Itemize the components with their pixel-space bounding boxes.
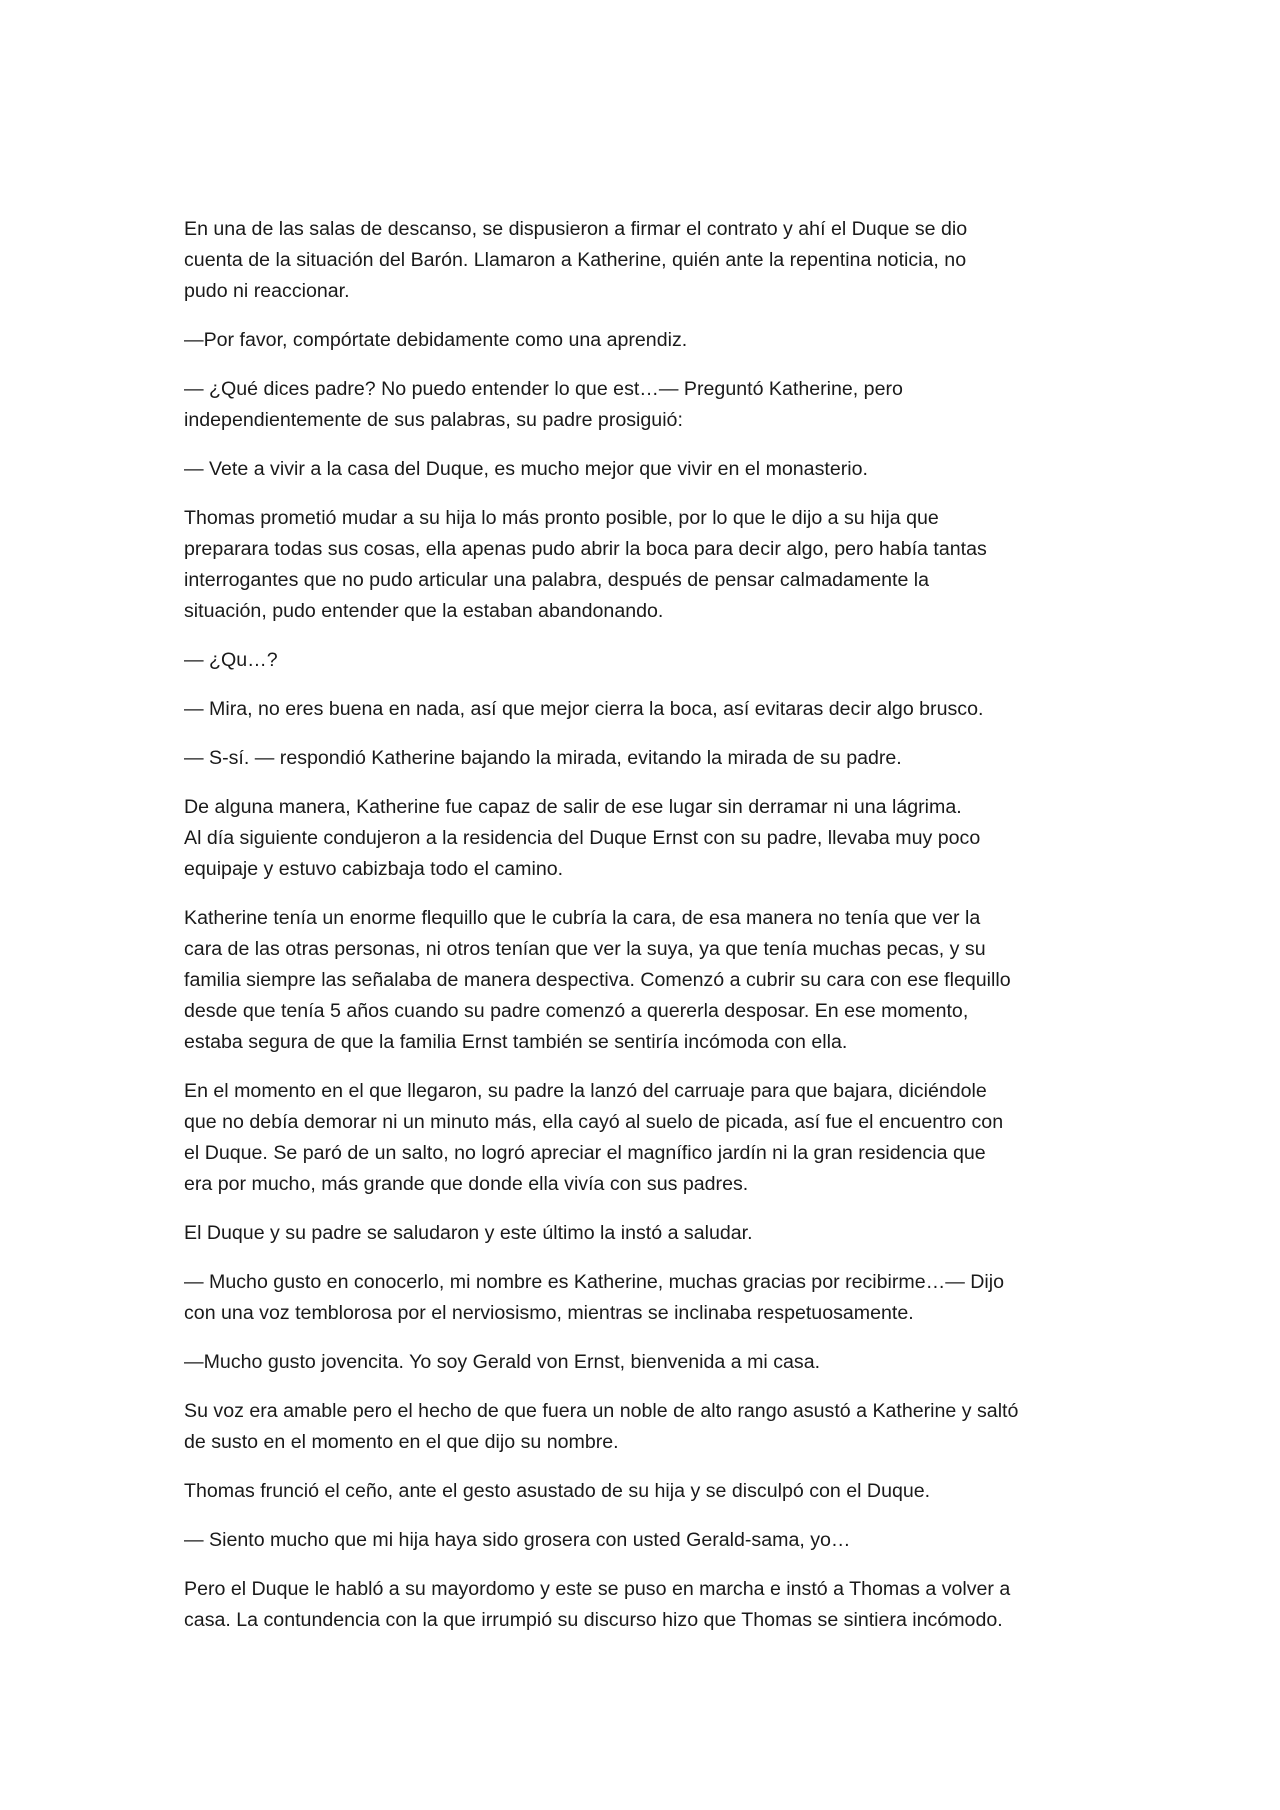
text-line: En una de las salas de descanso, se dispusieron a firmar el contrato y ahí el Duque se dio — [184, 218, 968, 240]
paragraph — [184, 503, 1104, 627]
text-line: — S-sí. — respondió Katherine bajando la mirada, evitando la mirada de su padre. — [184, 747, 902, 769]
text-line: interrogantes que no pudo articular una palabra, después de pensar calmadamente la — [184, 569, 930, 591]
document-page — [184, 214, 1104, 1654]
text-line: de susto en el momento en el que dijo su nombre. — [184, 1431, 619, 1453]
text-line: Su voz era amable pero el hecho de que fuera un noble de alto rango asustó a Katherine y saltó — [184, 1400, 1019, 1422]
paragraph — [184, 1396, 1104, 1458]
text-line: — Siento mucho que mi hija haya sido grosera con usted Gerald-sama, yo… — [184, 1529, 851, 1551]
text-line: independientemente de sus palabras, su padre prosiguió: — [184, 409, 683, 431]
paragraph — [184, 694, 1104, 725]
paragraph — [184, 645, 1104, 676]
text-line: El Duque y su padre se saludaron y este último la instó a saludar. — [184, 1222, 753, 1244]
text-line: — ¿Qué dices padre? No puedo entender lo que est…— Preguntó Katherine, pero — [184, 378, 903, 400]
text-line: situación, pudo entender que la estaban abandonando. — [184, 600, 664, 622]
text-line: —Mucho gusto jovencita. Yo soy Gerald von Ernst, bienvenida a mi casa. — [184, 1351, 821, 1373]
text-line: — Mira, no eres buena en nada, así que mejor cierra la boca, así evitaras decir algo brusco. — [184, 698, 984, 720]
text-line: equipaje y estuvo cabizbaja todo el camino. — [184, 858, 564, 880]
text-line: casa. La contundencia con la que irrumpió su discurso hizo que Thomas se sintiera incómodo. — [184, 1609, 1003, 1631]
text-line: De alguna manera, Katherine fue capaz de salir de ese lugar sin derramar ni una lágrima. — [184, 796, 962, 818]
text-line: Al día siguiente condujeron a la residencia del Duque Ernst con su padre, llevaba muy poco — [184, 827, 981, 849]
text-line: familia siempre las señalaba de manera despectiva. Comenzó a cubrir su cara con ese flequillo — [184, 969, 1011, 991]
paragraph — [184, 1347, 1104, 1378]
paragraph — [184, 1574, 1104, 1636]
paragraph — [184, 454, 1104, 485]
text-line: Katherine tenía un enorme flequillo que le cubría la cara, de esa manera no tenía que ver la — [184, 907, 981, 929]
paragraph — [184, 792, 1104, 885]
paragraph — [184, 1267, 1104, 1329]
text-line: estaba segura de que la familia Ernst también se sentiría incómoda con ella. — [184, 1031, 848, 1053]
paragraph — [184, 1476, 1104, 1507]
text-line: era por mucho, más grande que donde ella vivía con sus padres. — [184, 1173, 749, 1195]
text-line: — ¿Qu…? — [184, 649, 278, 671]
text-line: con una voz temblorosa por el nerviosismo, mientras se inclinaba respetuosamente. — [184, 1302, 914, 1324]
text-line: desde que tenía 5 años cuando su padre comenzó a quererla desposar. En ese momento, — [184, 1000, 969, 1022]
paragraph — [184, 743, 1104, 774]
paragraph — [184, 374, 1104, 436]
text-line: pudo ni reaccionar. — [184, 280, 350, 302]
paragraph — [184, 1218, 1104, 1249]
text-line: Thomas prometió mudar a su hija lo más pronto posible, por lo que le dijo a su hija que — [184, 507, 939, 529]
paragraph — [184, 325, 1104, 356]
paragraph — [184, 903, 1104, 1058]
text-line: —Por favor, compórtate debidamente como una aprendiz. — [184, 329, 688, 351]
text-line: Pero el Duque le habló a su mayordomo y este se puso en marcha e instó a Thomas a volver a — [184, 1578, 1011, 1600]
paragraph — [184, 214, 1104, 307]
text-line: que no debía demorar ni un minuto más, ella cayó al suelo de picada, así fue el encuentro con — [184, 1111, 1004, 1133]
text-line: cara de las otras personas, ni otros tenían que ver la suya, ya que tenía muchas pecas, y su — [184, 938, 986, 960]
text-line: — Vete a vivir a la casa del Duque, es mucho mejor que vivir en el monasterio. — [184, 458, 868, 480]
text-line: Thomas frunció el ceño, ante el gesto asustado de su hija y se disculpó con el Duque. — [184, 1480, 931, 1502]
text-line: cuenta de la situación del Barón. Llamaron a Katherine, quién ante la repentina noticia, no — [184, 249, 967, 271]
paragraph — [184, 1076, 1104, 1200]
paragraph — [184, 1525, 1104, 1556]
text-line: En el momento en el que llegaron, su padre la lanzó del carruaje para que bajara, diciéndole — [184, 1080, 987, 1102]
text-line: — Mucho gusto en conocerlo, mi nombre es Katherine, muchas gracias por recibirme…— Dijo — [184, 1271, 1005, 1293]
text-line: preparara todas sus cosas, ella apenas pudo abrir la boca para decir algo, pero había tantas — [184, 538, 987, 560]
text-line: el Duque. Se paró de un salto, no logró apreciar el magnífico jardín ni la gran residencia que — [184, 1142, 986, 1164]
